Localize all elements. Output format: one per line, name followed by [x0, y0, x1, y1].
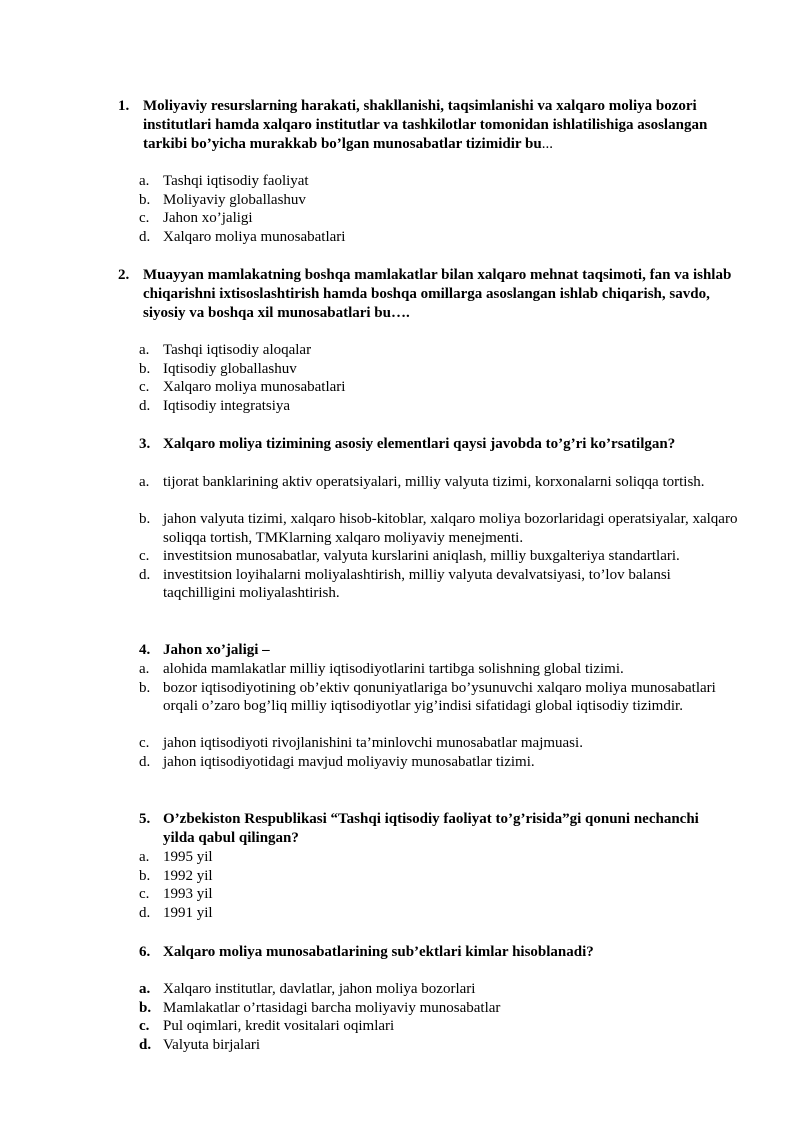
- option-5a[interactable]: [139, 848, 739, 867]
- option-letter: d.: [139, 1036, 152, 1053]
- option-text: 1992 yil: [163, 867, 213, 884]
- option-2a[interactable]: [139, 341, 739, 360]
- option-letter: d.: [139, 753, 151, 770]
- option-letter: b.: [139, 679, 151, 696]
- question-number: 2.: [118, 267, 130, 283]
- option-4b[interactable]: [139, 679, 739, 716]
- question-tail: ...: [541, 136, 553, 152]
- option-2c[interactable]: [139, 378, 739, 397]
- option-text: Tashqi iqtisodiy aloqalar: [163, 342, 312, 358]
- option-text: bozor iqtisodiyotining ob’ektiv qonuniyatlariga bo’ysunuvchi xalqaro moliya munosabatlari orqali o’zaro bog’liq milliy iqtisodiyotlar yig’indisi sifatidagi global iqtisodiy tizimdir.: [163, 679, 716, 714]
- option-text: Valyuta birjalari: [163, 1036, 261, 1053]
- option-text: Moliyaviy globallashuv: [163, 191, 306, 208]
- option-letter: a.: [139, 661, 150, 677]
- option-2d[interactable]: [139, 397, 739, 416]
- option-letter: a.: [139, 849, 150, 865]
- question-2: [118, 266, 738, 323]
- option-text: Xalqaro moliya munosabatlari: [163, 228, 346, 245]
- option-3a[interactable]: [139, 473, 739, 492]
- option-3c[interactable]: [139, 547, 739, 566]
- option-letter: d.: [139, 228, 151, 245]
- option-2b[interactable]: [139, 360, 739, 379]
- option-letter: c.: [139, 886, 150, 902]
- option-letter: b.: [139, 360, 151, 377]
- option-5b[interactable]: [139, 867, 739, 886]
- question-4: [139, 641, 759, 660]
- question-3: [139, 435, 759, 454]
- option-letter: b.: [139, 867, 151, 884]
- option-6d[interactable]: [139, 1036, 739, 1055]
- question-text: Jahon xo’jaligi –: [163, 642, 270, 658]
- option-text: jahon iqtisodiyoti rivojlanishini ta’minlovchi munosabatlar majmuasi.: [163, 735, 583, 751]
- option-text: alohida mamlakatlar milliy iqtisodiyotlarini tartibga solishning global tizimi.: [163, 661, 624, 677]
- option-1c[interactable]: [139, 209, 739, 228]
- question-number: 5.: [139, 811, 151, 827]
- option-1b[interactable]: [139, 191, 739, 210]
- option-text: Xalqaro moliya munosabatlari: [163, 379, 346, 395]
- option-letter: a.: [139, 342, 150, 358]
- question-text: O’zbekiston Respublikasi “Tashqi iqtisodiy faoliyat to’g’risida”gi qonuni nechanchi yilda qabul qilingan?: [163, 811, 699, 846]
- option-letter: b.: [139, 191, 151, 208]
- option-letter: a.: [139, 173, 150, 189]
- option-5c[interactable]: [139, 885, 739, 904]
- option-letter: b.: [139, 511, 151, 527]
- option-letter: a.: [139, 474, 150, 490]
- option-letter: b.: [139, 999, 152, 1016]
- option-text: 1993 yil: [163, 886, 213, 902]
- option-text: investitsion loyihalarni moliyalashtirish, milliy valyuta devalvatsiyasi, to’lov balansi taqchilligini moliyalashtirish.: [163, 566, 671, 601]
- option-text: tijorat banklarining aktiv operatsiyalari, milliy valyuta tizimi, korxonalarni soliqqa tortish.: [163, 474, 705, 490]
- option-text: investitsion munosabatlar, valyuta kurslarini aniqlash, milliy buxgalteriya standartlari.: [163, 548, 680, 564]
- question-number: 1.: [118, 98, 130, 114]
- option-6a[interactable]: [139, 980, 739, 999]
- option-4a[interactable]: [139, 660, 739, 679]
- option-letter: c.: [139, 379, 150, 395]
- question-text: Moliyaviy resurslarning harakati, shakllanishi, taqsimlanishi va xalqaro moliya bozori institutlari hamda xalqaro institutlar va tashkilotlar tomonidan ishlatilishiga asoslangan tarkibi bo’yicha murakkab bo’lgan munosabatlar tizimidir bu: [143, 98, 708, 152]
- question-text: Xalqaro moliya tizimining asosiy elementlari qaysi javobda to’g’ri ko’rsatilgan?: [163, 436, 676, 452]
- option-4c[interactable]: [139, 734, 739, 753]
- question-number: 6.: [139, 944, 151, 960]
- option-3d[interactable]: [139, 566, 739, 603]
- option-letter: c.: [139, 735, 150, 751]
- option-6b[interactable]: [139, 999, 739, 1018]
- option-6c[interactable]: [139, 1017, 739, 1036]
- option-letter: d.: [139, 397, 151, 414]
- question-1: [118, 97, 738, 154]
- option-text: Jahon xo’jaligi: [163, 210, 253, 226]
- option-letter: a.: [139, 981, 151, 997]
- option-text: jahon iqtisodiyotidagi mavjud moliyaviy munosabatlar tizimi.: [163, 753, 535, 770]
- option-letter: c.: [139, 210, 150, 226]
- option-text: Mamlakatlar o’rtasidagi barcha moliyaviy munosabatlar: [163, 999, 501, 1016]
- option-1d[interactable]: [139, 228, 739, 247]
- option-text: 1995 yil: [163, 849, 213, 865]
- option-text: Tashqi iqtisodiy faoliyat: [163, 173, 309, 189]
- question-number: 3.: [139, 436, 151, 452]
- question-text: Muayyan mamlakatning boshqa mamlakatlar bilan xalqaro mehnat taqsimoti, fan va ishlab chiqarishni ixtisoslashtirish hamda boshqa omillarga asoslangan ishlab chiqarish, savdo, siyosiy va boshqa xil munosabatlari bu….: [143, 267, 732, 321]
- question-6: [139, 943, 759, 962]
- option-letter: d.: [139, 904, 151, 921]
- option-letter: c.: [139, 1018, 150, 1034]
- option-4d[interactable]: [139, 753, 739, 772]
- option-3b[interactable]: [139, 510, 739, 547]
- question-text: Xalqaro moliya munosabatlarining sub’ektlari kimlar hisoblanadi?: [163, 944, 594, 960]
- option-text: jahon valyuta tizimi, xalqaro hisob-kitoblar, xalqaro moliya bozorlaridagi operatsiyalar, xalqaro soliqqa tortish, TMKlarning xalqaro moliyaviy menejmenti.: [163, 511, 738, 546]
- option-text: Pul oqimlari, kredit vositalari oqimlari: [163, 1018, 395, 1034]
- question-5: [139, 810, 699, 848]
- option-1a[interactable]: [139, 172, 739, 191]
- option-text: 1991 yil: [163, 904, 213, 921]
- option-5d[interactable]: [139, 904, 739, 923]
- option-text: Xalqaro institutlar, davlatlar, jahon moliya bozorlari: [163, 981, 476, 997]
- option-text: Iqtisodiy integratsiya: [163, 397, 291, 414]
- option-text: Iqtisodiy globallashuv: [163, 360, 297, 377]
- option-letter: d.: [139, 566, 151, 583]
- option-letter: c.: [139, 548, 150, 564]
- question-number: 4.: [139, 642, 151, 658]
